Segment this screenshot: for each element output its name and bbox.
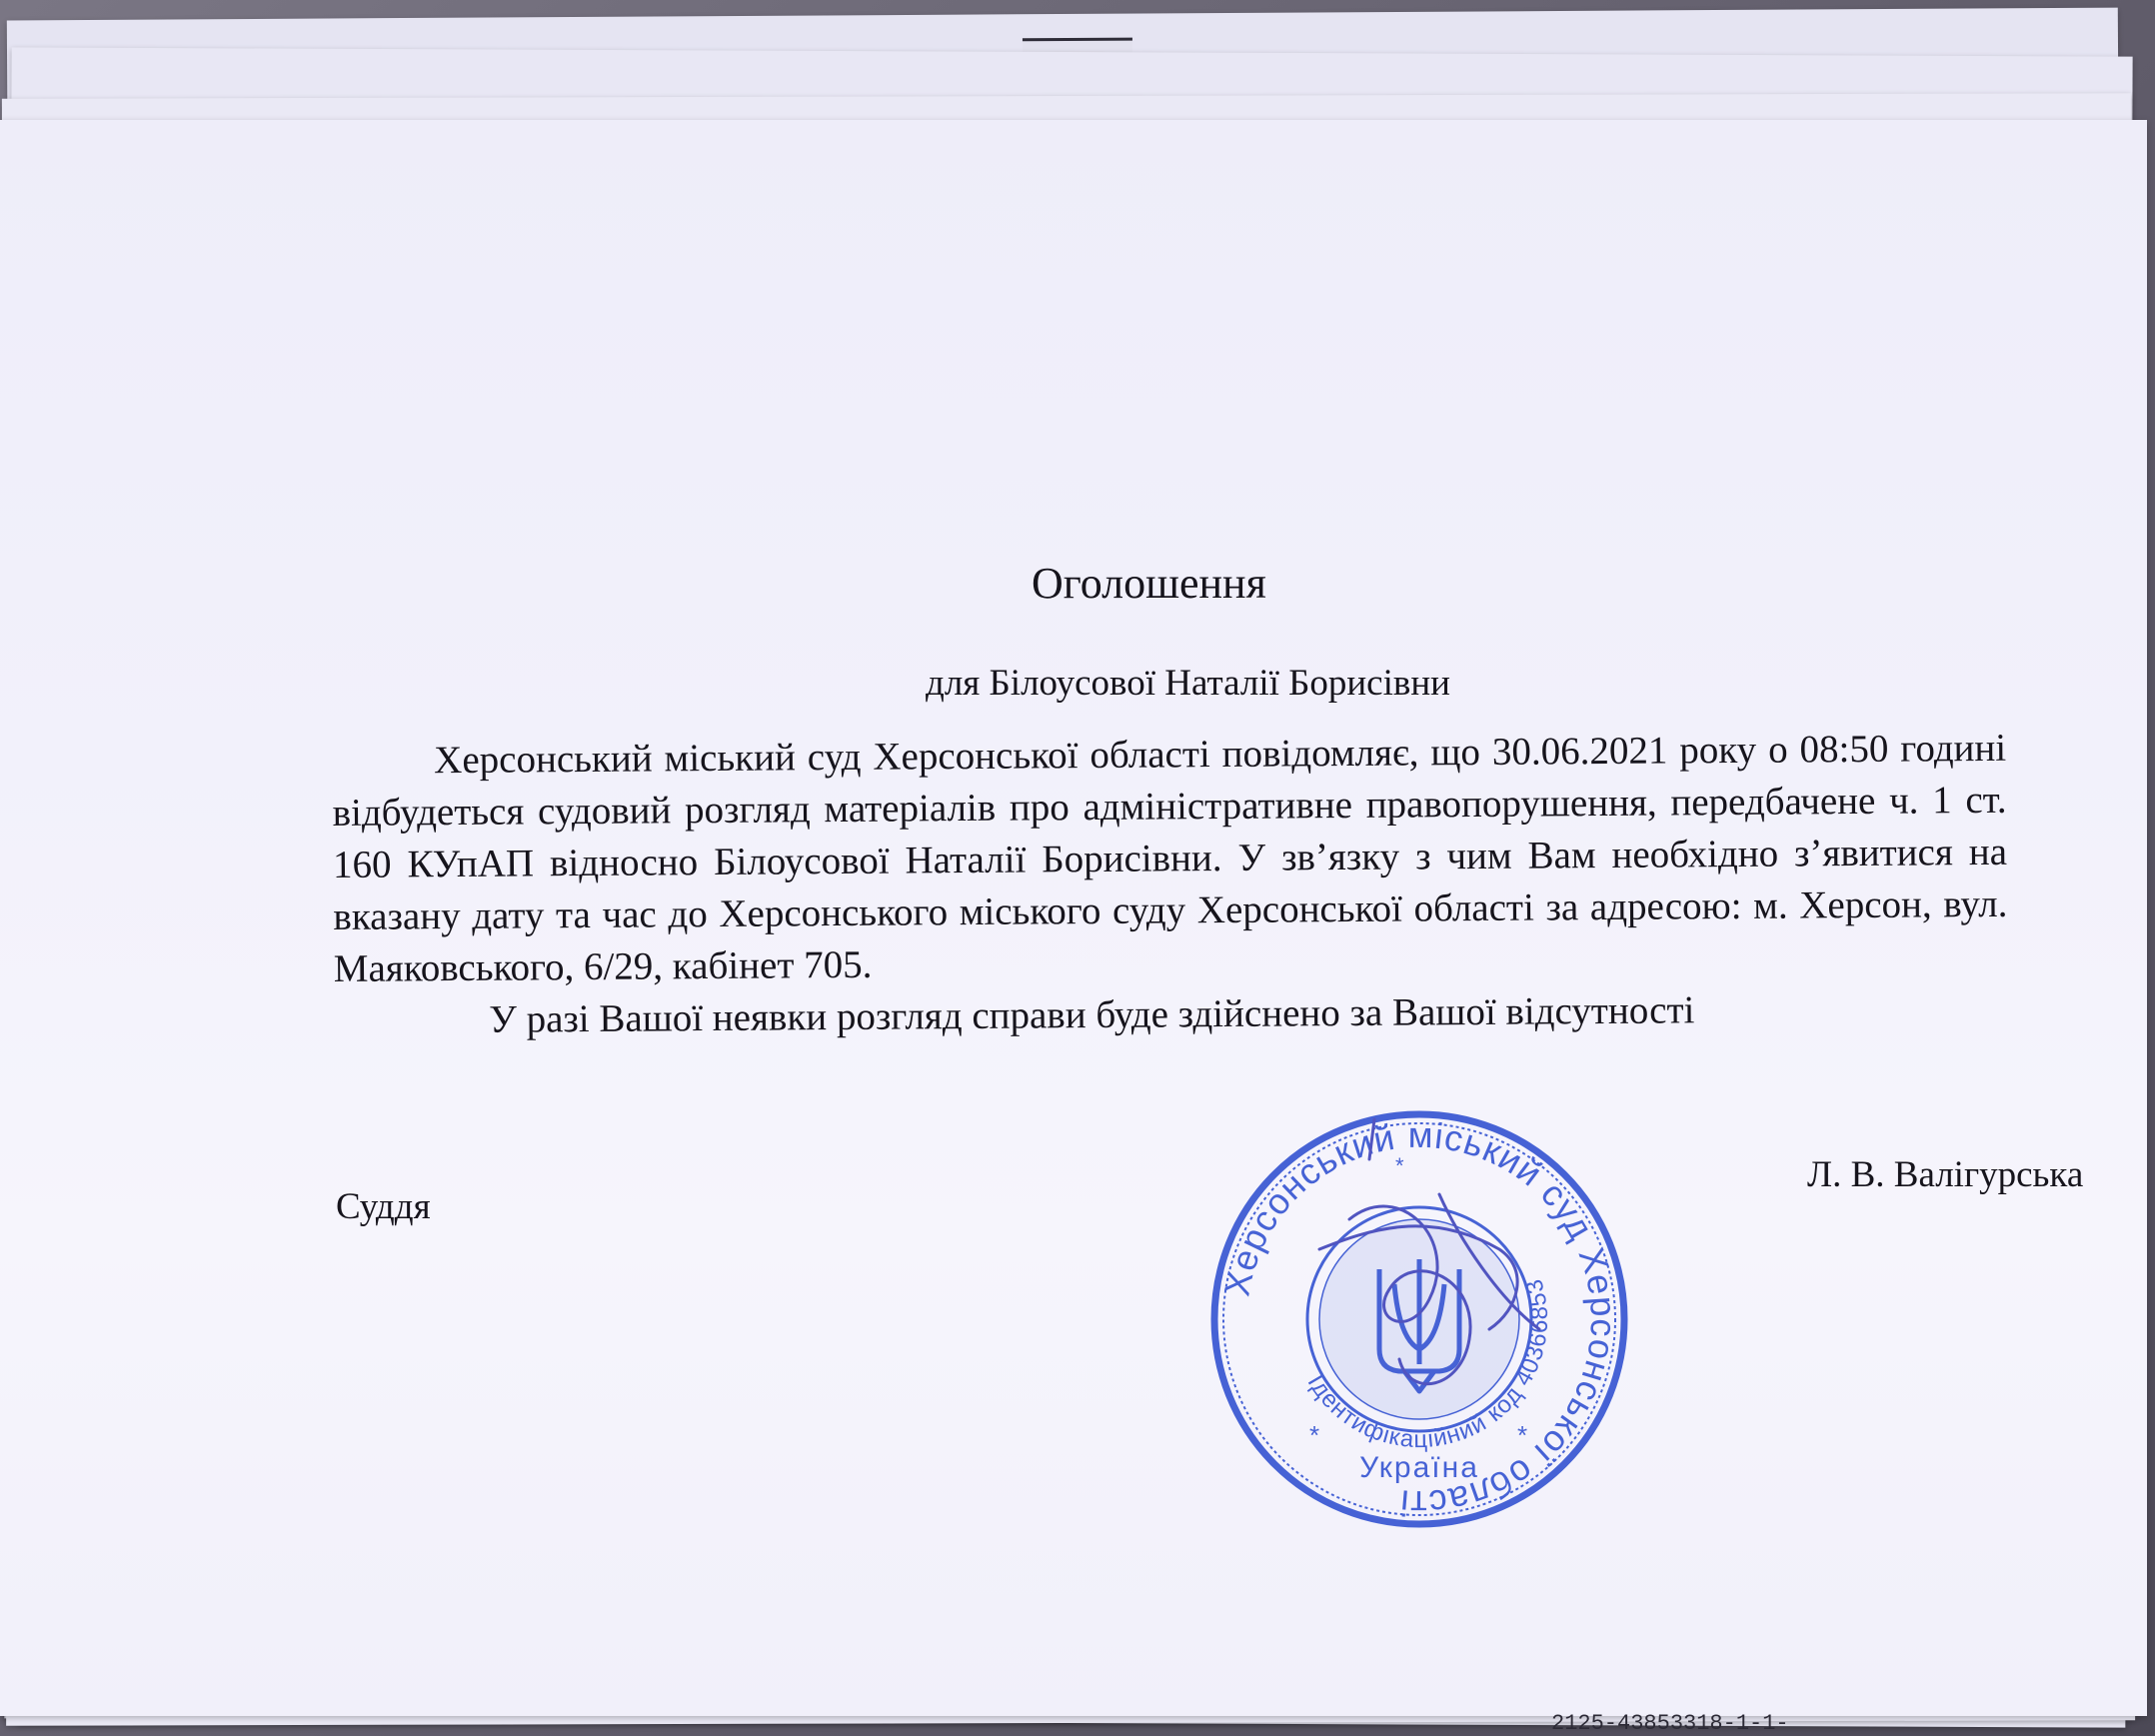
seal-inner-text: Ідентифікаційний код 40366853 bbox=[1301, 1275, 1554, 1454]
document-body bbox=[332, 723, 2008, 1047]
document-title: Оголошення bbox=[1032, 559, 1266, 608]
court-seal bbox=[1199, 1099, 1639, 1539]
seal-star-icon: * bbox=[1395, 1153, 1404, 1178]
judge-label: Суддя bbox=[336, 1186, 431, 1227]
seal-star-icon: * bbox=[1517, 1420, 1528, 1450]
seal-country-text: Україна bbox=[1359, 1451, 1479, 1484]
document-serial: 2125-43853318-1-1- bbox=[1551, 1711, 1789, 1736]
body-paragraph: Херсонський міський суд Херсонської області повідомляє, що 30.06.2021 року о 08:50 годині відбудеться судовий розгляд матеріалів про адміністративне правопорушення, передбачене ч. 1 ст. 160 КУпАП відносно Білоусової Наталії Борисівни. У зв’язку з чим Вам необхідно з’явитися на вказану дату та час до Херсонського міського суду Херсонської області за адресою: м. Херсон, вул. Маяковського, 6/29, кабінет 705. bbox=[332, 726, 2008, 990]
seal-star-icon: * bbox=[1309, 1420, 1320, 1450]
document-addressee: для Білоусової Наталії Борисівни bbox=[926, 663, 1450, 704]
seal-outer-text: Херсонський міський суд Херсонської області bbox=[1215, 1113, 1625, 1525]
body-paragraph: У разі Вашої неявки розгляд справи буде здійснено за Вашої відсутності bbox=[489, 988, 1695, 1041]
judge-name: Л. В. Валігурська bbox=[1807, 1154, 2084, 1195]
